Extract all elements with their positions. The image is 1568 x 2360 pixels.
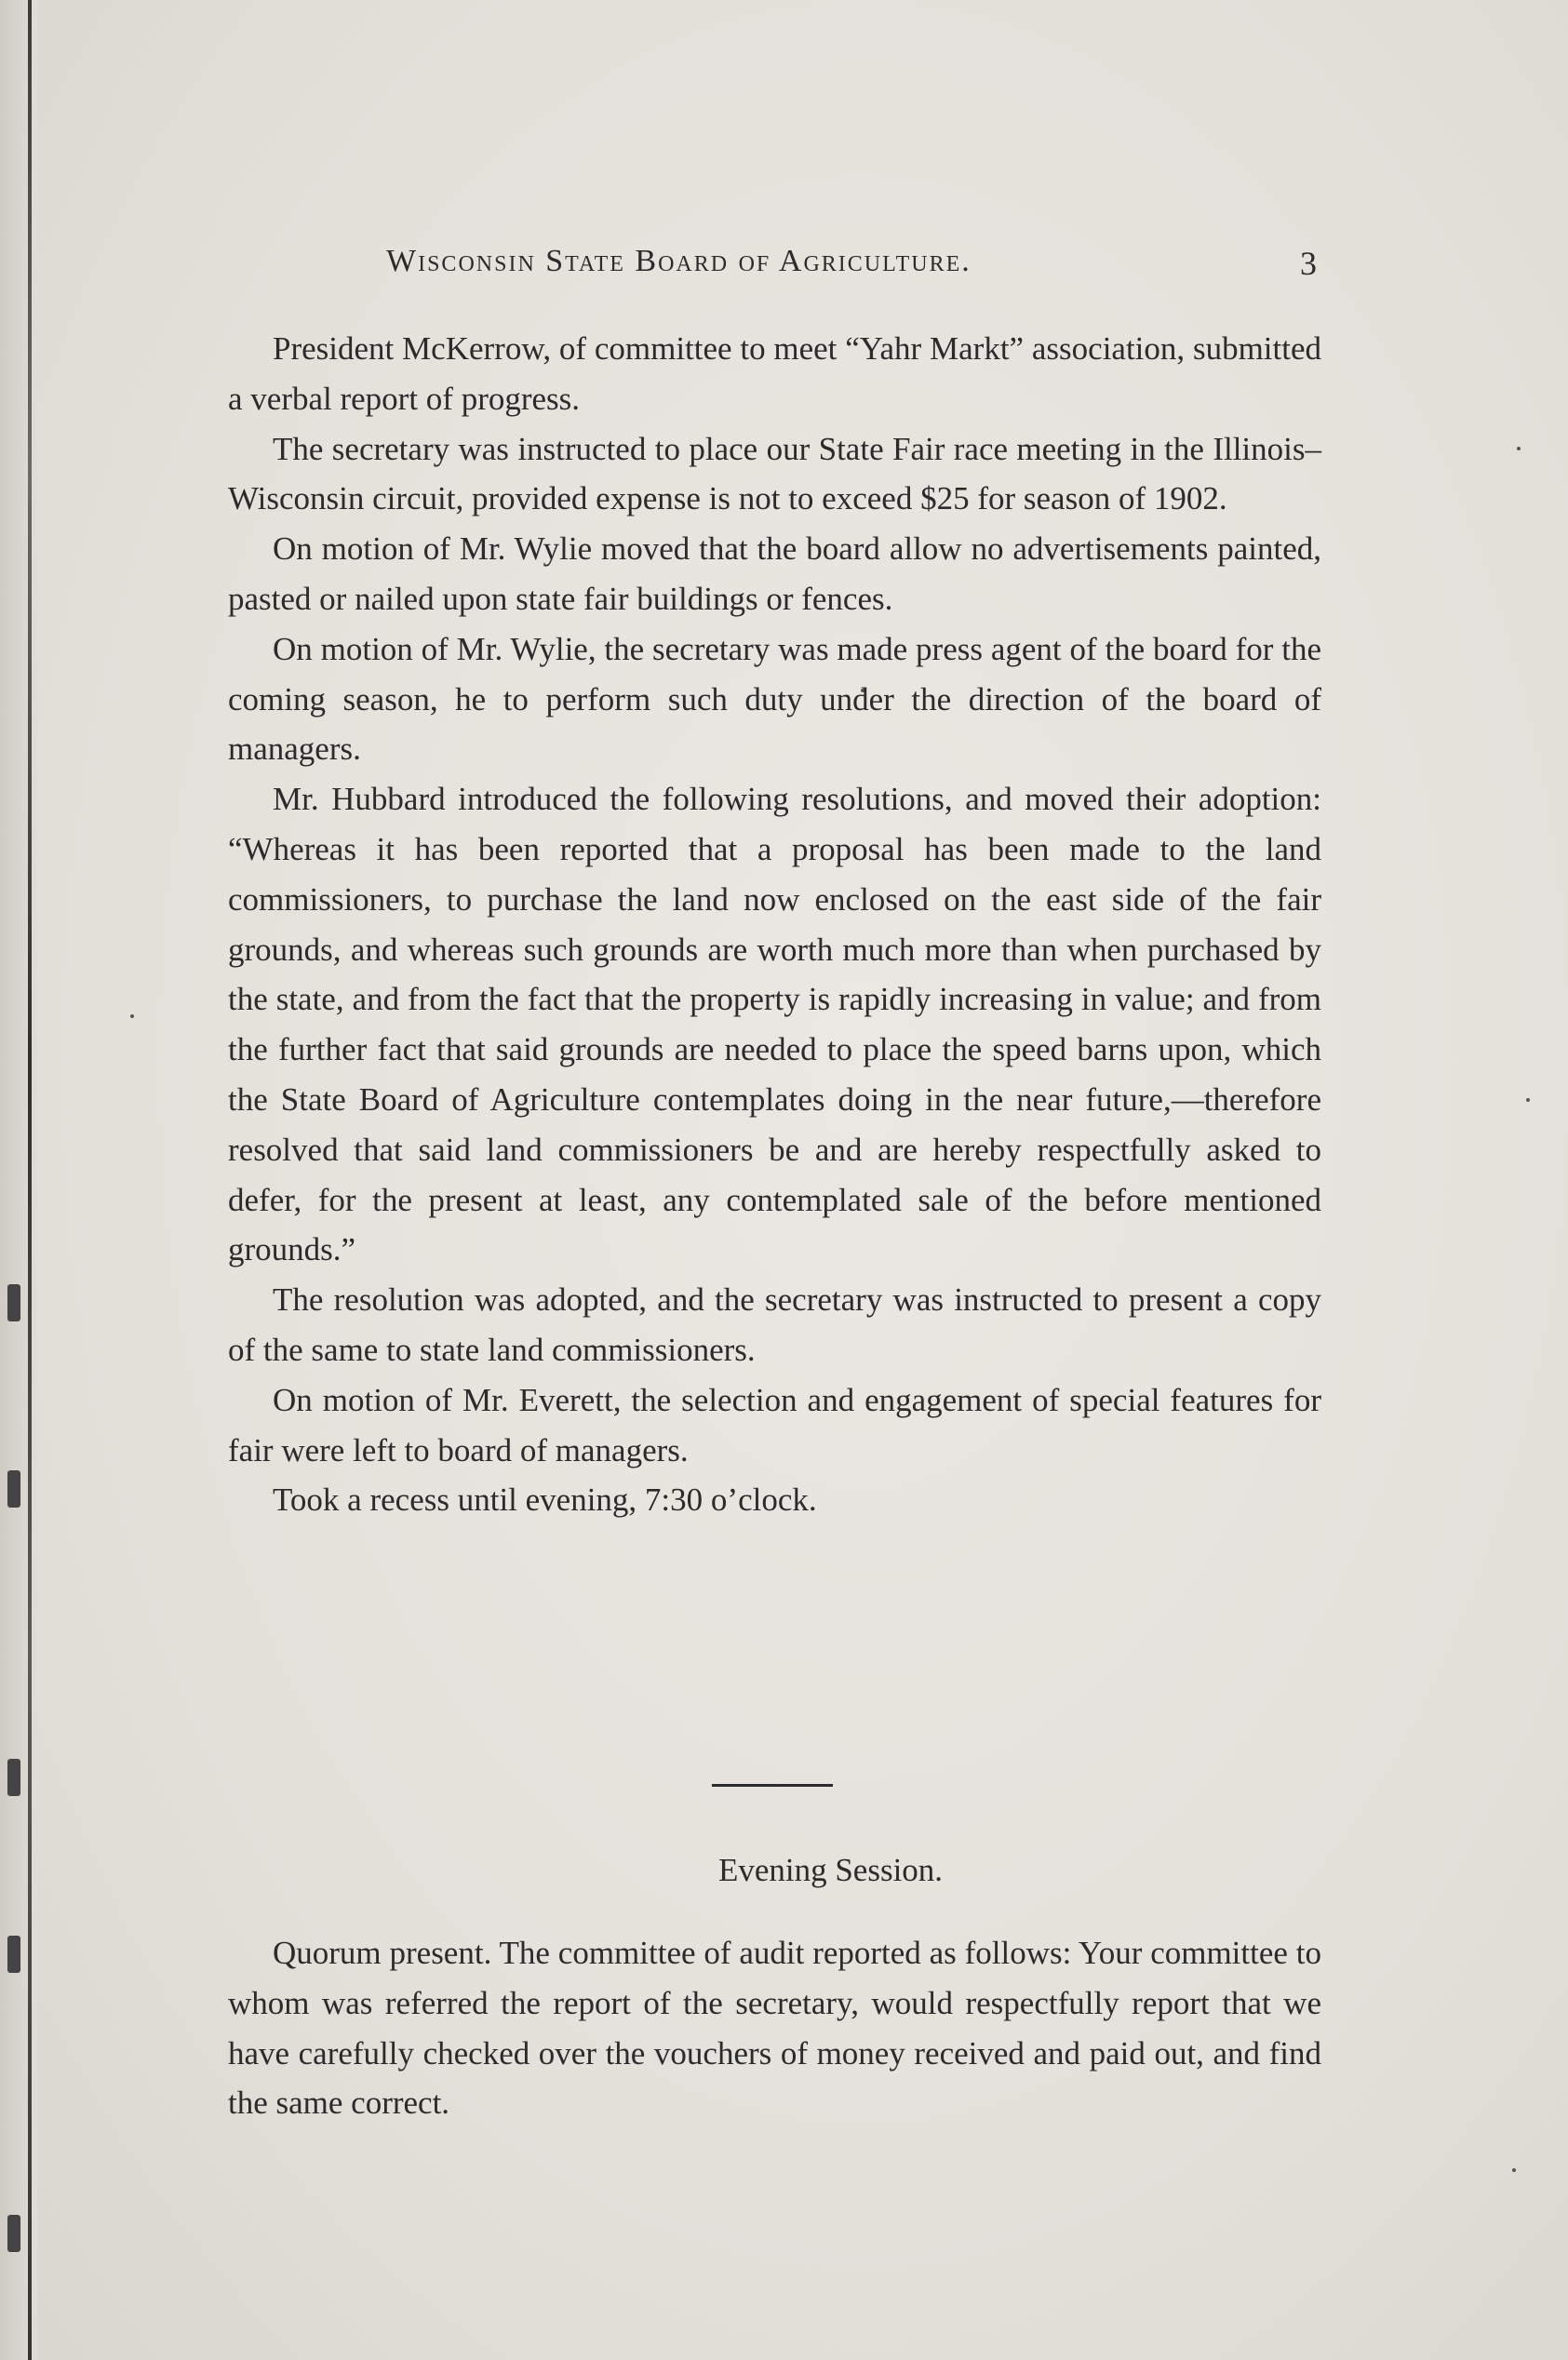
paragraph: Mr. Hubbard introduced the following resolutions, and moved their adoption: “Whereas it has been reported that a proposal has been made to the land commissioners, to purchase the land now enclosed on the east side of the fair grounds, and whereas such grounds are worth much more than when purchased by the state, and from the fact that the property is rapidly increasing in value; and from the further fact that said grounds are needed to place the speed barns upon, which the State Board of Agriculture contemplates doing in the near future,—therefore resolved that said land commissioners be and are hereby respectfully asked to defer, for the present at least, any contemplated sale of the before mentioned grounds.” — [228, 781, 1321, 1268]
paragraph: The resolution was adopted, and the secretary was instructed to present a copy of the same to state land commissioners. — [228, 1281, 1321, 1368]
running-head: Wisconsin State Board of Agriculture. — [386, 244, 972, 278]
paragraph: Quorum present. The committee of audit reported as follows: Your committee to whom was referred the report of the secretary, would respectfully report that we have carefully checked over the vouchers of money received and paid out, and find the same correct. — [228, 1935, 1321, 2122]
page-header — [386, 244, 1317, 300]
paragraph: The secretary was instructed to place our State Fair race meeting in the Illinois–Wisconsin circuit, provided expense is not to exceed $25 for season of 1902. — [228, 430, 1321, 517]
speck — [130, 1014, 134, 1018]
speck — [1517, 447, 1521, 450]
paragraph: Took a recess until evening, 7:30 o’clock. — [273, 1482, 817, 1519]
page-number: 3 — [1300, 245, 1317, 282]
section-divider — [712, 1784, 833, 1787]
binding-line — [28, 0, 32, 2360]
evening-session-text — [228, 1928, 1321, 2128]
speck — [1512, 2168, 1516, 2172]
binding-mark — [7, 2215, 20, 2252]
binding-mark — [7, 1936, 20, 1973]
binding-mark — [7, 1470, 20, 1508]
section-heading-text: Evening Session. — [717, 1852, 944, 1888]
binding-edge — [0, 0, 37, 2360]
paragraph: On motion of Mr. Wylie moved that the board allow no advertisements painted, pasted or nailed upon state fair buildings or fences. — [228, 530, 1321, 617]
speck — [1526, 1098, 1530, 1102]
binding-mark — [7, 1284, 20, 1321]
paragraph: President McKerrow, of committee to meet “Yahr Markt” association, submitted a verbal report of progress. — [228, 330, 1321, 417]
body-text — [228, 324, 1321, 1525]
paragraph: On motion of Mr. Everett, the selection and engagement of special features for fair were left to board of managers. — [228, 1381, 1321, 1468]
paragraph: On motion of Mr. Wylie, the secretary was made press agent of the board for the coming season, he to perform such duty under the direction of the board of managers. — [228, 630, 1321, 768]
section-heading — [0, 1852, 1568, 1889]
binding-mark — [7, 1759, 20, 1796]
